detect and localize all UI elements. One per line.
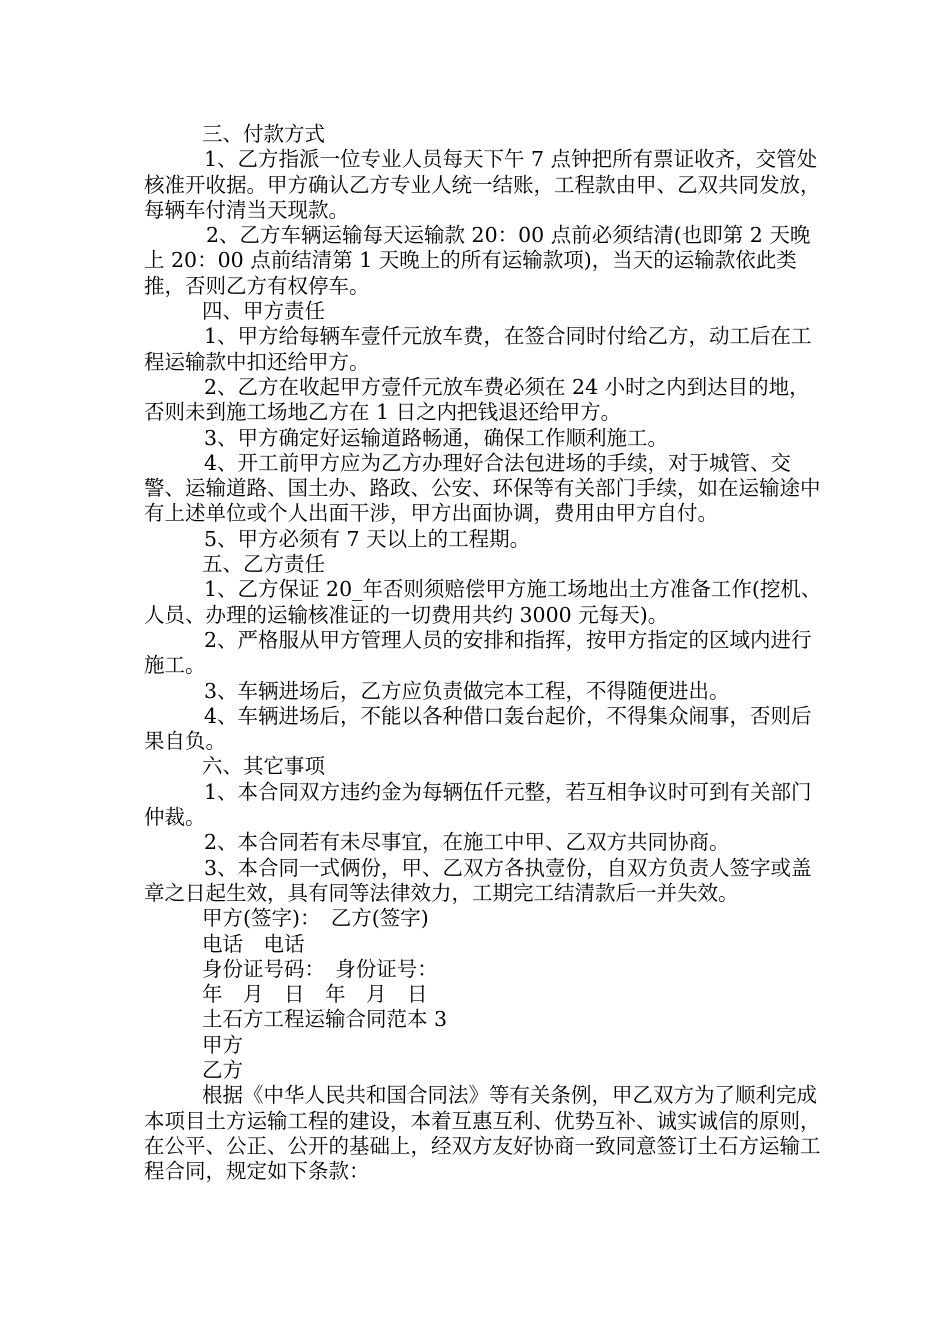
date-line: 年 月 日 年 月 日 [202, 982, 428, 1007]
payment-clause-1: 1、乙方指派一位专业人员每天下午 7 点钟把所有票证收齐，交管处核准开收据。甲方确认乙方专业人统一结账，工程款由甲、乙双共同发放，每辆车付清当天现款。 [144, 147, 821, 222]
party-a-clause-1: 1、甲方给每辆车壹仟元放车费，在签合同时付给乙方，动工后在工程运输款中扣还给甲方。 [144, 324, 812, 374]
other-clause-1: 1、本合同双方违约金为每辆伍仟元整，若互相争议时可到有关部门仲裁。 [144, 779, 812, 830]
party-a-clause-4: 4、开工前甲方应为乙方办理好合法包进场的手续，对于城管、交警、运输道路、国土办、路政、公安、环保等有关部门手续，如在运输途中有上述单位或个人出面干涉，甲方出面协调，费用由甲方自付。 [144, 450, 821, 526]
party-a-clause-2: 2、乙方在收起甲方壹仟元放车费必须在 24 小时之内到达目的地，否则未到施工场地乙方在 1 日之内把钱退还给甲方。 [144, 374, 810, 425]
other-clause-2: 2、本合同若有未尽事宜，在施工中甲、乙双方共同协商。 [204, 830, 730, 855]
document-body [144, 122, 824, 1184]
party-b-label: 乙方 [202, 1057, 243, 1082]
payment-clause-2: 2、乙方车辆运输每天运输款 20：00 点前必须结清(也即第 2 天晚上 20：00 点前结清第 1 天晚上的所有运输款项)，当天的运输款依此类推，否则乙方有权停车。 [144, 223, 811, 298]
signature-line: 甲方(签字)： 乙方(签字) [202, 906, 429, 931]
party-a-label: 甲方 [202, 1032, 243, 1057]
party-b-clause-2: 2、严格服从甲方管理人员的安排和指挥，按甲方指定的区域内进行施工。 [144, 627, 812, 678]
preamble-paragraph: 根据《中华人民共和国合同法》等有关条例，甲乙双方为了顺利完成本项目土方运输工程的建设，本着互惠互利、优势互补、诚实诚信的原则，在公平、公正、公开的基础上，经双方友好协商一致同意签订土石方运输工程合同，规定如下条款： [144, 1083, 821, 1184]
party-b-clause-3: 3、车辆进场后，乙方应负责做完本工程，不得随便进出。 [204, 678, 730, 703]
section-heading-payment: 三、付款方式 [202, 122, 325, 146]
other-clause-3: 3、本合同一式俩份，甲、乙双方各执壹份，自双方负责人签字或盖章之日起生效，具有同等法律效力，工期完工结清款后一并失效。 [144, 855, 812, 905]
section-heading-party-b-duties: 五、乙方责任 [202, 552, 325, 577]
id-number-line: 身份证号码： 身份证号： [202, 956, 438, 981]
party-b-clause-1: 1、乙方保证 20_年否则须赔偿甲方施工场地出土方准备工作(挖机、人员、办理的运输核准证的一切费用共约 3000 元每天)。 [144, 577, 822, 627]
section-heading-party-a-duties: 四、甲方责任 [202, 299, 325, 324]
party-a-clause-3: 3、甲方确定好运输道路畅通，确保工作顺利施工。 [204, 425, 669, 450]
phone-line: 电话 电话 [202, 931, 305, 956]
party-b-clause-4: 4、车辆进场后，不能以各种借口轰台起价，不得集众闹事，否则后果自负。 [144, 703, 812, 754]
template-title: 土石方工程运输合同范本 3 [202, 1007, 448, 1032]
party-a-clause-5: 5、甲方必须有 7 天以上的工程期。 [204, 526, 531, 551]
section-heading-other-matters: 六、其它事项 [202, 754, 325, 779]
